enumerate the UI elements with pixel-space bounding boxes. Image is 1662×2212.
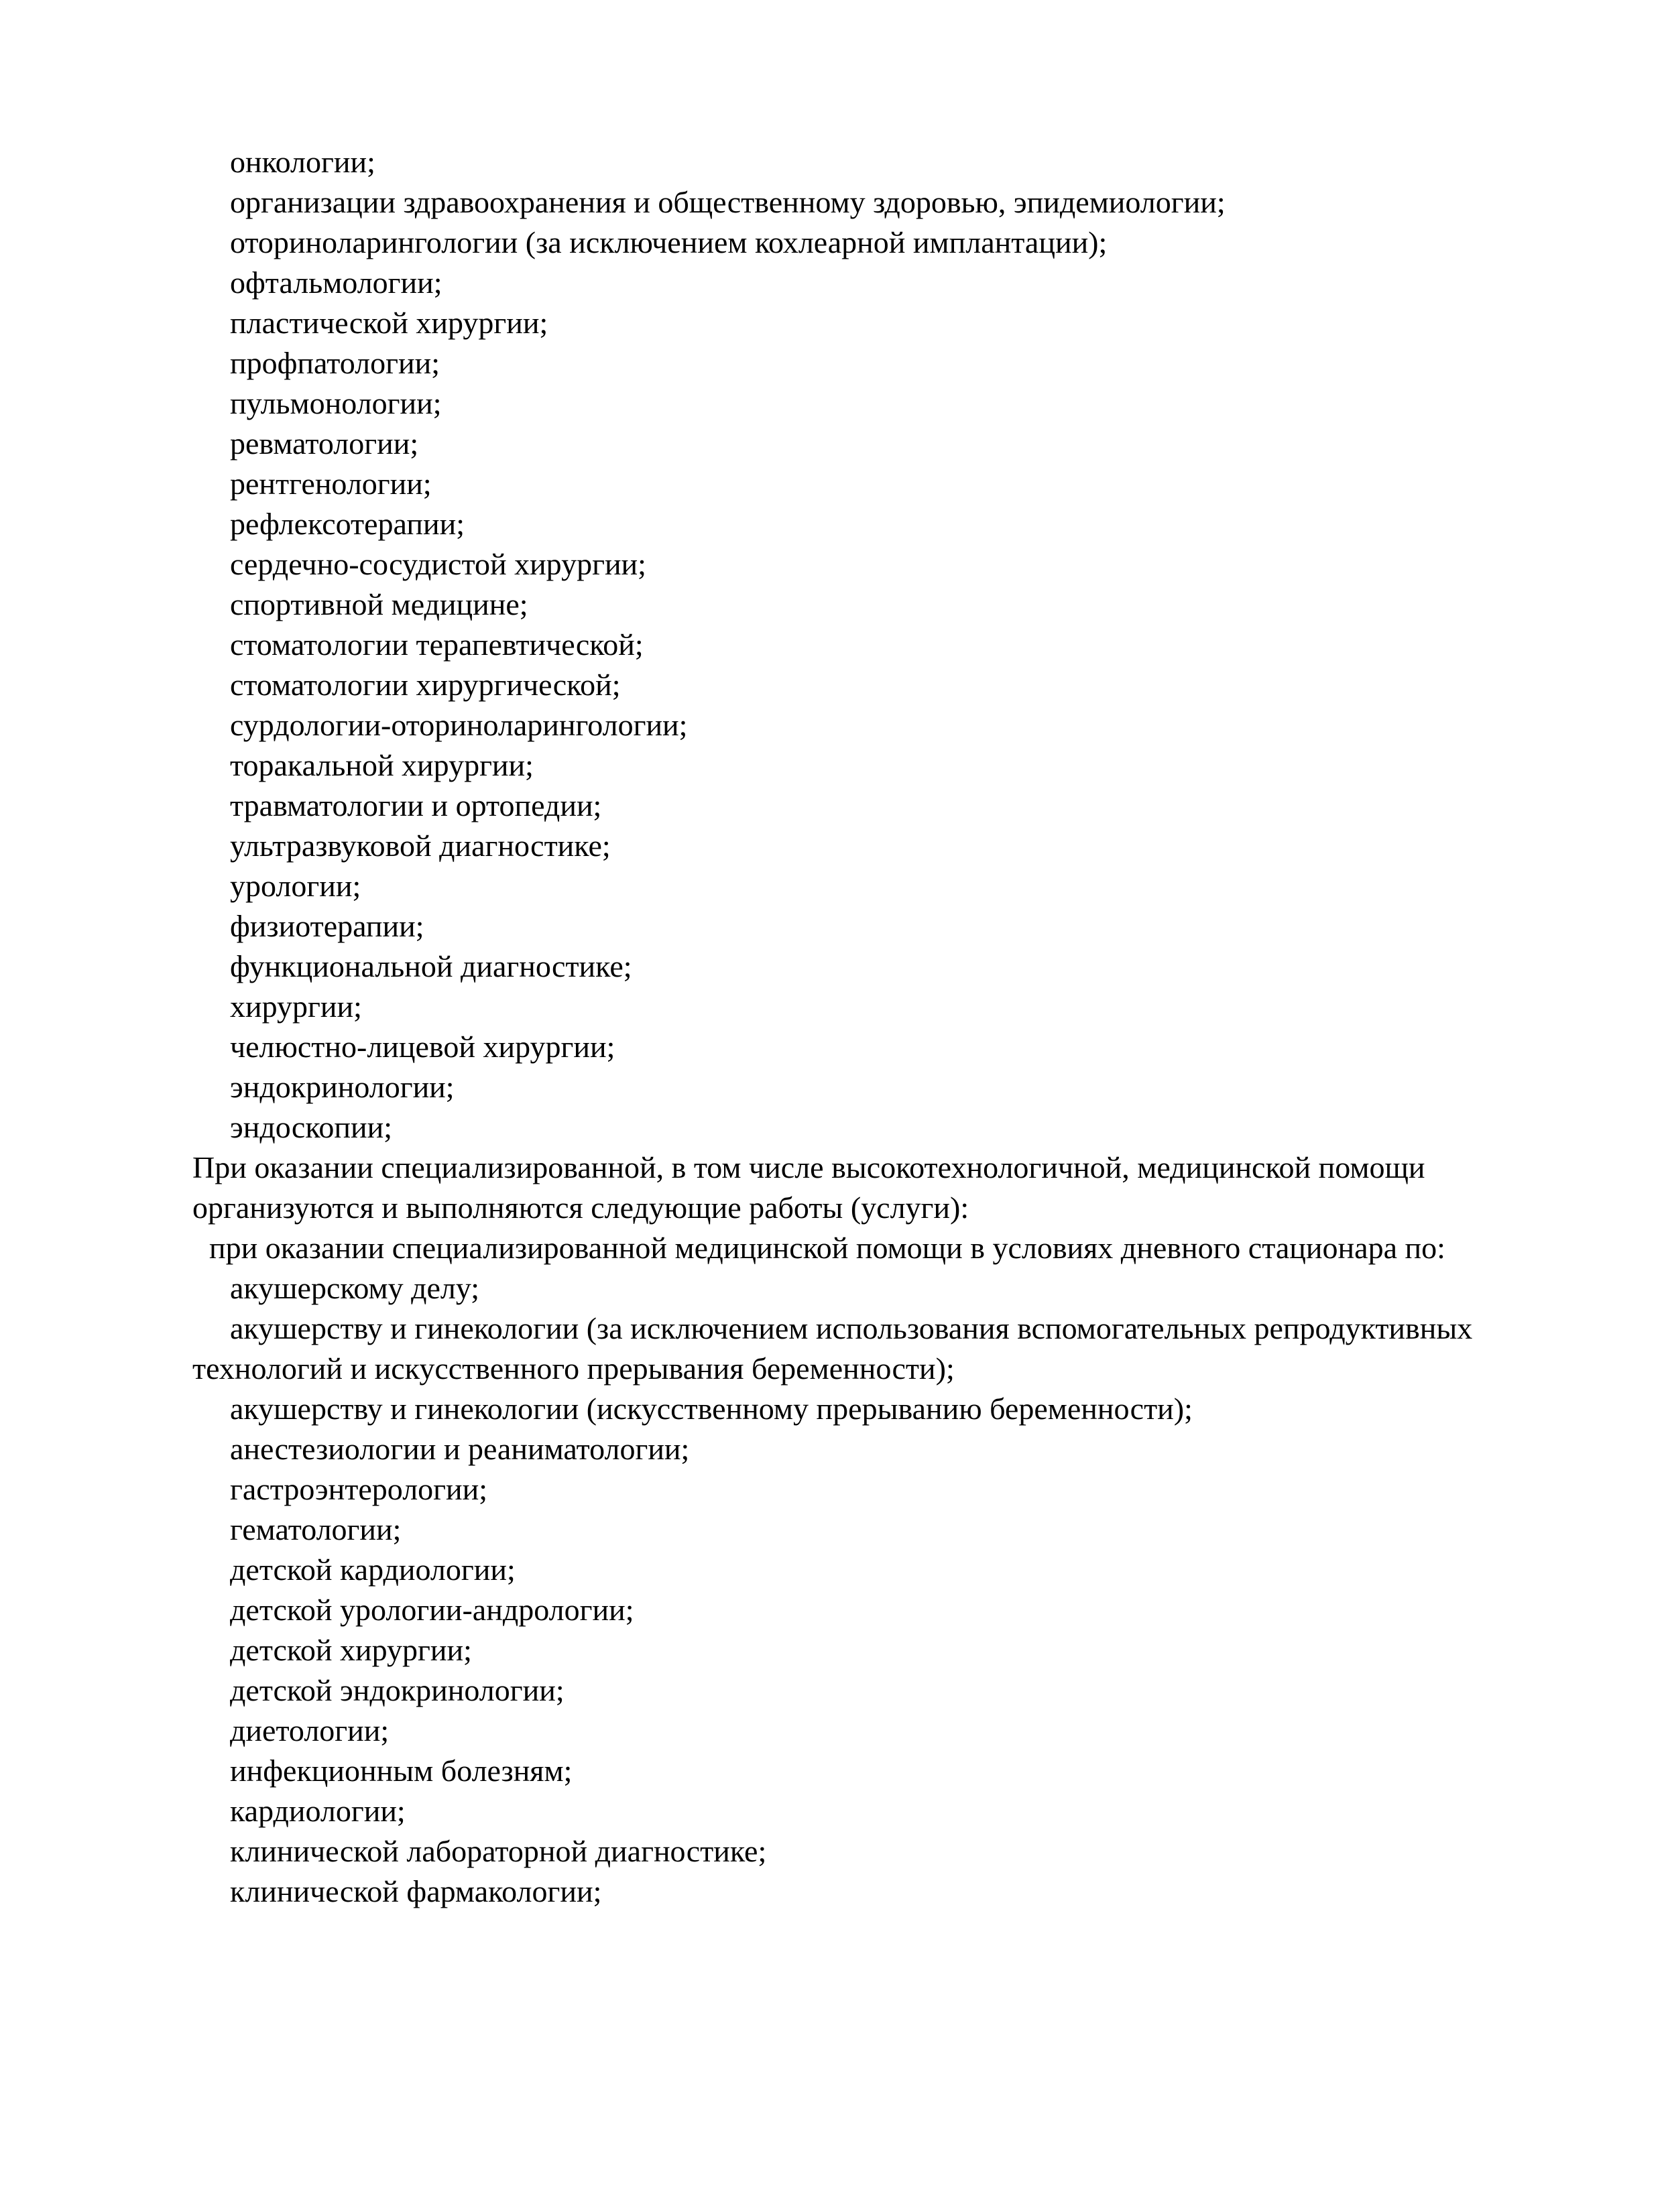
text-line: инфекционным болезням; — [230, 1754, 573, 1788]
text-line: организуются и выполняются следующие работы (услуги): — [192, 1190, 969, 1225]
text-line: сурдологии-оториноларингологии; — [230, 708, 688, 742]
text-line: при оказании специализированной медицинской помощи в условиях дневного стационара по: — [209, 1231, 1445, 1265]
text-line: гастроэнтерологии; — [230, 1472, 488, 1506]
text-line: физиотерапии; — [230, 909, 424, 943]
text-line: акушерству и гинекологии (искусственному прерыванию беременности); — [230, 1392, 1193, 1426]
text-line: детской эндокринологии; — [230, 1673, 565, 1707]
text-line: сердечно-сосудистой хирургии; — [230, 547, 646, 581]
text-line: пластической хирургии; — [230, 306, 548, 340]
text-line: При оказании специализированной, в том числе высокотехнологичной, медицинской помощи — [192, 1150, 1425, 1184]
text-line: торакальной хирургии; — [230, 748, 534, 782]
document-text-block — [192, 142, 1540, 1912]
text-line: онкологии; — [230, 145, 375, 179]
text-line: функциональной диагностике; — [230, 949, 632, 983]
text-line: клинической фармакологии; — [230, 1874, 602, 1908]
text-line: анестезиологии и реаниматологии; — [230, 1432, 690, 1466]
text-line: организации здравоохранения и общественному здоровью, эпидемиологии; — [230, 185, 1226, 219]
text-line: хирургии; — [230, 989, 362, 1024]
text-line: детской урологии-андрологии; — [230, 1593, 634, 1627]
text-line: гематологии; — [230, 1512, 402, 1546]
text-line: детской кардиологии; — [230, 1552, 516, 1587]
text-line: пульмонологии; — [230, 386, 442, 420]
text-line: диетологии; — [230, 1713, 390, 1747]
text-line: офтальмологии; — [230, 265, 442, 300]
text-line: детской хирургии; — [230, 1633, 472, 1667]
text-line: акушерскому делу; — [230, 1271, 480, 1305]
text-line: стоматологии хирургической; — [230, 668, 621, 702]
text-line: технологий и искусственного прерывания беременности); — [192, 1351, 955, 1386]
text-line: рефлексотерапии; — [230, 507, 465, 541]
text-line: профпатологии; — [230, 346, 440, 380]
text-line: ревматологии; — [230, 426, 419, 460]
text-line: травматологии и ортопедии; — [230, 788, 602, 822]
text-line: ультразвуковой диагностике; — [230, 828, 611, 863]
text-line: спортивной медицине; — [230, 587, 528, 621]
text-line: стоматологии терапевтической; — [230, 627, 644, 662]
text-line: оториноларингологии (за исключением кохлеарной имплантации); — [230, 225, 1108, 259]
text-line: эндокринологии; — [230, 1070, 455, 1104]
text-line: урологии; — [230, 869, 361, 903]
text-line: клинической лабораторной диагностике; — [230, 1834, 767, 1868]
text-line: рентгенологии; — [230, 467, 432, 501]
text-line: челюстно-лицевой хирургии; — [230, 1030, 615, 1064]
text-line: акушерству и гинекологии (за исключением использования вспомогательных репродуктивных — [230, 1311, 1473, 1345]
text-line: эндоскопии; — [230, 1110, 392, 1144]
text-line: кардиологии; — [230, 1794, 406, 1828]
